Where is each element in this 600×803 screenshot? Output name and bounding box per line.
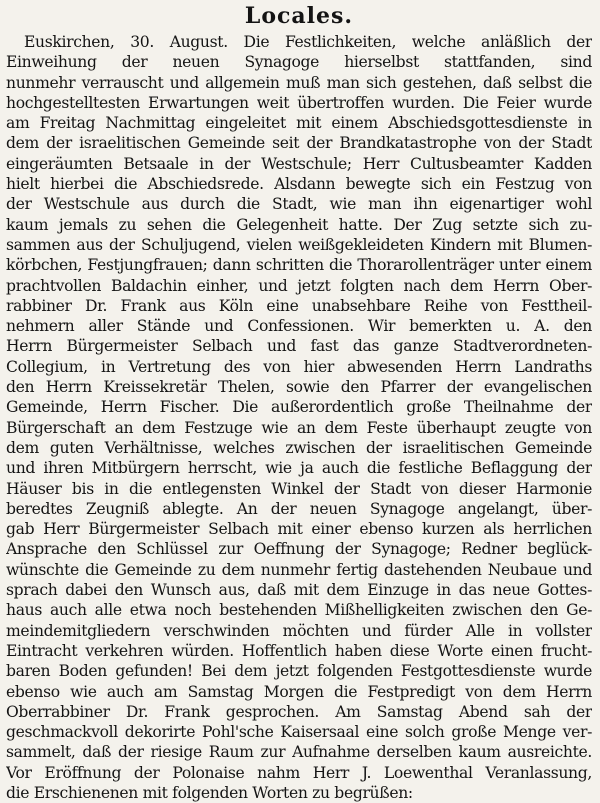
article-line: nunmehr verrauscht und allgemein muß man sich gestehen, daß selbst die — [6, 73, 592, 92]
article-line: eingeräumten Betsaale in der Westschule; Herr Cultusbeamter Kadden — [6, 154, 592, 173]
article-line: den Herrn Kreissekretär Thelen, sowie den Pfarrer der evangelischen — [6, 378, 592, 397]
article-line: sprach dabei den Wunsch aus, daß mit dem Einzuge in das neue Gottes- — [6, 581, 592, 600]
article-line: Häuser bis in die entlegensten Winkel der Stadt von dieser Harmonie — [6, 479, 592, 498]
article-line: Einweihung der neuen Synagoge hierselbst stattfanden, sind — [6, 53, 592, 72]
article-line: Ansprache den Schlüssel zur Oeffnung der Synagoge; Redner beglück- — [6, 540, 592, 559]
article-line: meindemitgliedern verschwinden möchten und fürder Alle in vollster — [6, 621, 592, 640]
article-line: beredtes Zeugniß ablegte. An der neuen Synagoge angelangt, über- — [6, 499, 592, 518]
article-line: nehmern aller Stände und Confessionen. Wir bemerkten u. A. den — [6, 317, 592, 336]
article-line: am Freitag Nachmittag eingeleitet mit einem Abschiedsgottesdienste in — [6, 114, 592, 133]
article-line: wünschte die Gemeinde zu dem nunmehr fertig dastehenden Neubaue und — [6, 560, 592, 579]
article-line: sammen aus der Schuljugend, vielen weißgekleideten Kindern mit Blumen- — [6, 235, 592, 254]
article-line: Gemeinde, Herrn Fischer. Die außerordentlich große Theilnahme der — [6, 398, 592, 417]
article-line: hielt hierbei die Abschiedsrede. Alsdann bewegte sich ein Festzug von — [6, 175, 592, 194]
article-line: Oberrabbiner Dr. Frank gesprochen. Am Samstag Abend sah der — [6, 702, 592, 721]
article-line: Eintracht verkehren würden. Hoffentlich haben diese Worte einen frucht- — [6, 641, 592, 660]
article-line: Bürgerschaft an dem Festzuge wie an dem Feste überhaupt zeugte von — [6, 418, 592, 437]
article-line: der Westschule aus durch die Stadt, wie man ihn eigenartiger wohl — [6, 195, 592, 214]
article-line: Herrn Bürgermeister Selbach und fast das ganze Stadtverordneten- — [6, 337, 592, 356]
article-line: Vor Eröffnung der Polonaise nahm Herr J. Loewenthal Veranlassung, — [6, 763, 592, 782]
article-line: Collegium, in Vertretung des von hier abwesenden Herrn Landraths — [6, 357, 592, 376]
article-line: ebenso wie auch am Samstag Morgen die Festpredigt von dem Herrn — [6, 682, 592, 701]
article-body — [6, 32, 592, 803]
article-line: dem der israelitischen Gemeinde seit der Brandkatastrophe von der Stadt — [6, 134, 592, 153]
article-line: körbchen, Festjungfrauen; dann schritten die Thorarollenträger unter einem — [6, 256, 592, 275]
article-line: baren Boden gefunden! Bei dem jetzt folgenden Festgottesdienste wurde — [6, 662, 592, 681]
article-line: gab Herr Bürgermeister Selbach mit einer ebenso kurzen als herrlichen — [6, 520, 592, 539]
article-line: die Erschienenen mit folgenden Worten zu begrüßen: — [6, 783, 413, 802]
article-heading: Locales. — [244, 3, 354, 29]
article-line: sammelt, daß der riesige Raum zur Aufnahme derselben kaum ausreichte. — [6, 743, 592, 762]
article-line: kaum jemals zu sehen die Gelegenheit hatte. Der Zug setzte sich zu- — [6, 215, 592, 234]
article-line: prachtvollen Baldachin einher, und jetzt folgten nach dem Herrn Ober- — [6, 276, 592, 295]
article-line: und ihren Mitbürgern herrscht, wie ja auch die festliche Beflaggung der — [6, 459, 592, 478]
article-line: Euskirchen, 30. August. Die Festlichkeiten, welche anläßlich der — [24, 33, 592, 51]
article-line: hochgestelltesten Erwartungen weit übertroffen wurden. Die Feier wurde — [6, 93, 592, 112]
article-line: geschmackvoll dekorirte Pohl'sche Kaisersaal eine solch große Menge ver- — [6, 723, 592, 742]
article-line: rabbiner Dr. Frank aus Köln eine unabsehbare Reihe von Festtheil- — [6, 296, 592, 315]
article-line: dem guten Verhältnisse, welches zwischen der israelitischen Gemeinde — [6, 438, 592, 457]
article-line: haus auch alle etwa noch bestehenden Mißhelligkeiten zwischen den Ge- — [6, 601, 592, 620]
